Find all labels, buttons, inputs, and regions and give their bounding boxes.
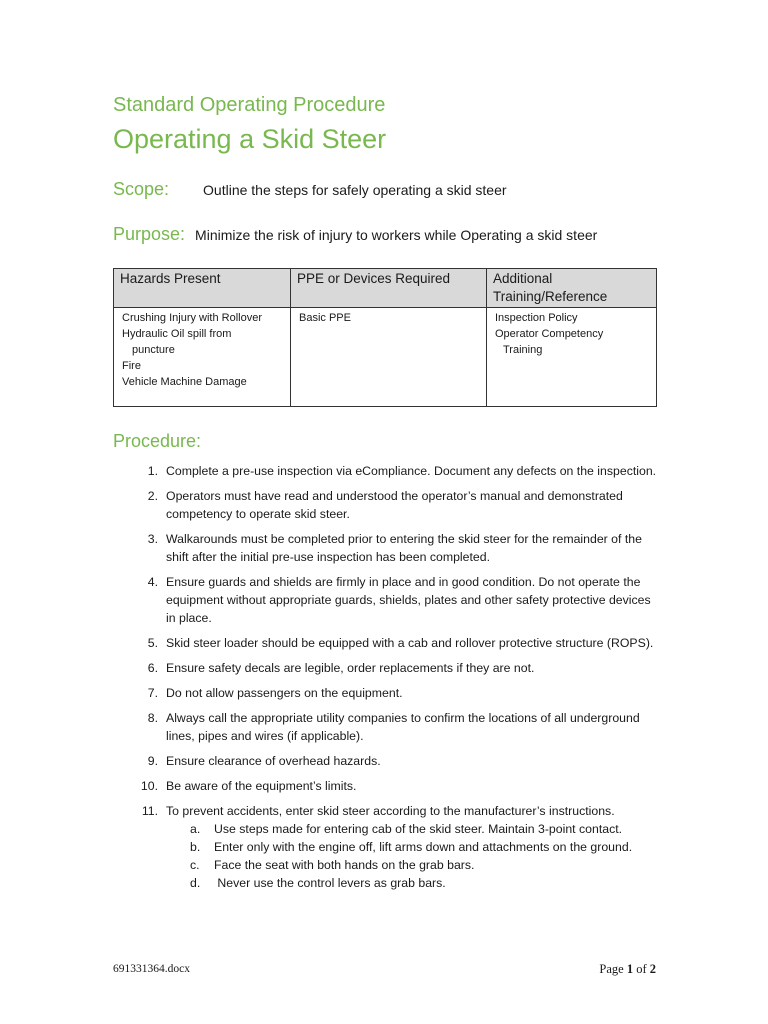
step-text: Ensure guards and shields are firmly in place and in good condition. Do not operate the equipment without appropriate guards, shields, plates and other safety protective devices in place. <box>166 575 651 625</box>
step-number: 2. <box>147 489 158 503</box>
list-item <box>113 752 658 770</box>
hazards-cell <box>114 308 291 407</box>
scope-label: Scope: <box>113 179 170 199</box>
list-item <box>113 684 658 702</box>
sub-list-item <box>166 856 658 874</box>
step-number: 6. <box>147 661 158 675</box>
step-number: 5. <box>147 636 158 650</box>
step-number: 3. <box>147 532 158 546</box>
substep-text: Face the seat with both hands on the grab bars. <box>214 858 475 872</box>
header-training: Additional Training/Reference <box>487 269 657 308</box>
header-hazards: Hazards Present <box>114 269 291 308</box>
hazard-item: Hydraulic Oil spill from <box>122 328 232 340</box>
substep-text: Use steps made for entering cab of the skid steer. Maintain 3-point contact. <box>214 822 623 836</box>
list-item <box>113 462 658 480</box>
hazards-table <box>113 268 657 407</box>
training-item: Operator Competency <box>495 328 604 340</box>
procedure-heading: Procedure: <box>113 431 202 451</box>
list-item <box>113 487 658 523</box>
step-number: 11. <box>141 804 158 818</box>
table-row <box>114 308 657 407</box>
training-item-continued: Training <box>503 344 543 356</box>
step-text: To prevent accidents, enter skid steer according to the manufacturer’s instructions. <box>166 804 615 818</box>
step-text: Ensure safety decals are legible, order replacements if they are not. <box>166 661 535 675</box>
list-item <box>113 709 658 745</box>
list-item <box>113 573 658 627</box>
step-text: Always call the appropriate utility companies to confirm the locations of all underground lines, pipes and wires (if applicable). <box>166 711 640 743</box>
sub-list-item <box>166 838 658 856</box>
hazard-item: Crushing Injury with Rollover <box>122 312 262 324</box>
step-number: 8. <box>147 711 158 725</box>
purpose-section <box>113 224 597 245</box>
document-title: Operating a Skid Steer <box>113 124 387 154</box>
substep-letter: b. <box>190 840 201 854</box>
step-number: 1. <box>147 464 158 478</box>
substep-text: Enter only with the engine off, lift arms down and attachments on the ground. <box>214 840 633 854</box>
hazard-item-continued: puncture <box>132 344 175 356</box>
sub-list-item <box>166 874 658 892</box>
header-ppe: PPE or Devices Required <box>291 269 487 308</box>
total-pages: 2 <box>649 962 656 976</box>
ppe-cell <box>291 308 487 407</box>
sub-list-item <box>166 820 658 838</box>
list-item <box>113 634 658 652</box>
list-item <box>113 659 658 677</box>
substep-letter: c. <box>190 858 200 872</box>
step-number: 4. <box>147 575 158 589</box>
step-body <box>166 802 658 892</box>
ppe-item: Basic PPE <box>299 312 351 324</box>
procedure-steps <box>113 462 658 899</box>
of-word: of <box>636 962 647 976</box>
purpose-label: Purpose: <box>113 224 186 244</box>
step-text: Ensure clearance of overhead hazards. <box>166 754 381 768</box>
purpose-text: Minimize the risk of injury to workers while Operating a skid steer <box>195 227 598 243</box>
step-text: Be aware of the equipment’s limits. <box>166 779 357 793</box>
document-type: Standard Operating Procedure <box>113 94 386 116</box>
scope-section <box>113 179 507 200</box>
step-number: 10. <box>140 779 158 793</box>
footer-page-number <box>599 962 656 977</box>
substeps <box>166 820 658 892</box>
step-number: 7. <box>147 686 158 700</box>
step-text: Operators must have read and understood the operator’s manual and demonstrated competency to operate skid steer. <box>166 489 623 521</box>
scope-text: Outline the steps for safely operating a skid steer <box>203 182 507 198</box>
substep-text: Never use the control levers as grab bars. <box>214 876 446 890</box>
list-item <box>113 530 658 566</box>
training-item: Inspection Policy <box>495 312 578 324</box>
page-word: Page <box>599 962 624 976</box>
hazard-item: Vehicle Machine Damage <box>122 376 247 388</box>
hazard-item: Fire <box>122 360 141 372</box>
substep-letter: a. <box>190 822 201 836</box>
list-item <box>113 802 658 892</box>
table-header-row <box>114 269 657 308</box>
step-text: Skid steer loader should be equipped with a cab and rollover protective structure (ROPS). <box>166 636 654 650</box>
training-cell <box>487 308 657 407</box>
step-text: Complete a pre-use inspection via eCompliance. Document any defects on the inspection. <box>166 464 657 478</box>
list-item <box>113 777 658 795</box>
footer-filename: 691331364.docx <box>113 963 190 975</box>
current-page: 1 <box>626 962 634 976</box>
step-number: 9. <box>147 754 158 768</box>
substep-letter: d. <box>190 876 201 890</box>
step-text: Walkarounds must be completed prior to entering the skid steer for the remainder of the shift after the initial pre-use inspection has been completed. <box>166 532 642 564</box>
step-text: Do not allow passengers on the equipment. <box>166 686 403 700</box>
